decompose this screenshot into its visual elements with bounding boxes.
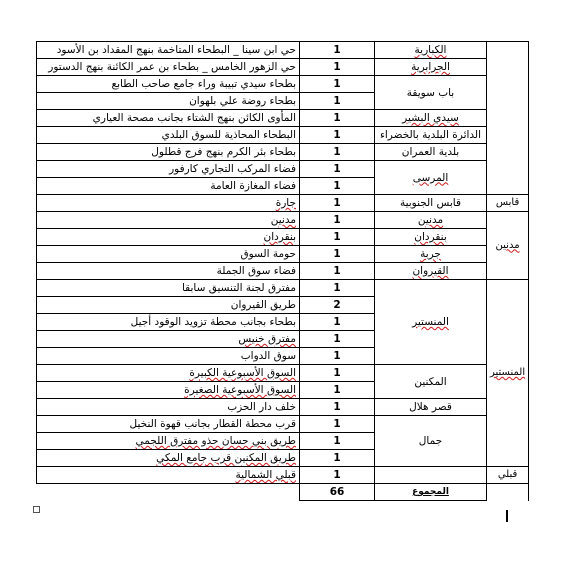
- count-cell: 1: [300, 212, 375, 229]
- table-row: [37, 399, 536, 416]
- document-page: [36, 41, 535, 501]
- count-cell: 1: [300, 450, 375, 467]
- table-row: [37, 110, 536, 127]
- count-cell: 1: [300, 229, 375, 246]
- place-cell: السوق الأسبوعية الكبيرة: [37, 365, 300, 382]
- delegation-cell: المرسى: [375, 161, 487, 195]
- count-cell: 1: [300, 331, 375, 348]
- place-cell: طريق المكنين قرب جامع المكي: [37, 450, 300, 467]
- count-cell: 1: [300, 76, 375, 93]
- governorate-cell: [487, 42, 529, 195]
- blank-cell: [37, 484, 300, 501]
- place-cell: قبلي الشمالية: [37, 467, 300, 484]
- count-cell: 1: [300, 42, 375, 59]
- delegation-cell: المكنين: [375, 365, 487, 399]
- table-row: [37, 127, 536, 144]
- count-cell: 1: [300, 144, 375, 161]
- place-cell: خلف دار الحزب: [37, 399, 300, 416]
- place-cell: حومة السوق: [37, 246, 300, 263]
- count-cell: 1: [300, 263, 375, 280]
- table-row: [37, 144, 536, 161]
- place-cell: البطحاء المحاذية للسوق البلدي: [37, 127, 300, 144]
- delegation-cell: قابس الجنوبية: [375, 195, 487, 212]
- table-move-handle[interactable]: [33, 506, 40, 513]
- count-cell: 1: [300, 127, 375, 144]
- delegation-cell: باب سويقة: [375, 76, 487, 110]
- blank-cell: [487, 484, 529, 501]
- total-row: [37, 484, 536, 501]
- table-row: [37, 161, 536, 178]
- count-cell: 1: [300, 399, 375, 416]
- place-cell: جارة: [37, 195, 300, 212]
- delegation-cell: قصر هلال: [375, 399, 487, 416]
- place-cell: طريق بني حسان حذو مفترق اللجمي: [37, 433, 300, 450]
- count-cell: 1: [300, 59, 375, 76]
- place-cell: قرب محطة القطار بجانب قهوة النخيل: [37, 416, 300, 433]
- count-cell: 1: [300, 93, 375, 110]
- delegation-cell: جمال: [375, 416, 487, 467]
- count-cell: 1: [300, 280, 375, 297]
- delegation-cell: [375, 467, 487, 484]
- delegation-cell: بلدية العمران: [375, 144, 487, 161]
- text-cursor: [506, 510, 508, 522]
- count-cell: 1: [300, 178, 375, 195]
- delegation-cell: الكبارية: [375, 42, 487, 59]
- place-cell: بطحاء بئر الكرم بنهج فرج قطلول: [37, 144, 300, 161]
- table-row: [37, 416, 536, 433]
- place-cell: حي الزهور الخامس _ بطحاء بن عمر الكائنة بنهج الدستور: [37, 59, 300, 76]
- place-cell: فضاء المركب التجاري كارفور: [37, 161, 300, 178]
- margin-cell: [529, 42, 536, 501]
- table-row: [37, 76, 536, 93]
- count-cell: 2: [300, 297, 375, 314]
- place-cell: بطحاء روضة علي بلهوان: [37, 93, 300, 110]
- delegation-cell: جربة: [375, 246, 487, 263]
- place-cell: حي ابن سينا _ البطحاء المتاخمة بنهج المقداد بن الأسود: [37, 42, 300, 59]
- place-cell: مدنين: [37, 212, 300, 229]
- delegation-cell: الجرابرية: [375, 59, 487, 76]
- locations-table: [36, 41, 535, 501]
- count-cell: 1: [300, 314, 375, 331]
- place-cell: المأوى الكائن بنهج الشتاء بجانب مصحة العياري: [37, 110, 300, 127]
- place-cell: طريق القيروان: [37, 297, 300, 314]
- place-cell: فضاء سوق الجملة: [37, 263, 300, 280]
- table-row: [37, 195, 536, 212]
- table-row: [37, 59, 536, 76]
- table-row: [37, 212, 536, 229]
- governorate-cell: قابس: [487, 195, 529, 212]
- total-label: المجموع: [375, 484, 487, 501]
- table-row: [37, 280, 536, 297]
- place-cell: فضاء المغازة العامة: [37, 178, 300, 195]
- count-cell: 1: [300, 246, 375, 263]
- table-row: [37, 467, 536, 484]
- place-cell: بنقردان: [37, 229, 300, 246]
- count-cell: 1: [300, 195, 375, 212]
- table-row: [37, 42, 536, 59]
- count-cell: 1: [300, 433, 375, 450]
- count-cell: 1: [300, 365, 375, 382]
- delegation-cell: المنستير: [375, 280, 487, 365]
- delegation-cell: سيدي البشير: [375, 110, 487, 127]
- count-cell: 1: [300, 467, 375, 484]
- delegation-cell: مدنين: [375, 212, 487, 229]
- table-row: [37, 246, 536, 263]
- governorate-cell: مدنين: [487, 212, 529, 280]
- count-cell: 1: [300, 382, 375, 399]
- place-cell: مفترق لجنة التنسيق سابقا: [37, 280, 300, 297]
- count-cell: 1: [300, 416, 375, 433]
- delegation-cell: الدائرة البلدية بالخضراء: [375, 127, 487, 144]
- table-row: [37, 365, 536, 382]
- count-cell: 1: [300, 161, 375, 178]
- delegation-cell: بنقردان: [375, 229, 487, 246]
- count-cell: 1: [300, 110, 375, 127]
- place-cell: بطحاء بجانب محطة تزويد الوقود أجيل: [37, 314, 300, 331]
- place-cell: سوق الدواب: [37, 348, 300, 365]
- place-cell: بطحاء سيدي تبيبة وراء جامع صاحب الطابع: [37, 76, 300, 93]
- place-cell: السوق الأسبوعية الصغيرة: [37, 382, 300, 399]
- governorate-cell: قبلي: [487, 467, 529, 484]
- delegation-cell: القيروان: [375, 263, 487, 280]
- table-row: [37, 229, 536, 246]
- place-cell: مفترق خنيس: [37, 331, 300, 348]
- total-value: 66: [300, 484, 375, 501]
- count-cell: 1: [300, 348, 375, 365]
- table-row: [37, 263, 536, 280]
- governorate-cell: المنستير: [487, 280, 529, 467]
